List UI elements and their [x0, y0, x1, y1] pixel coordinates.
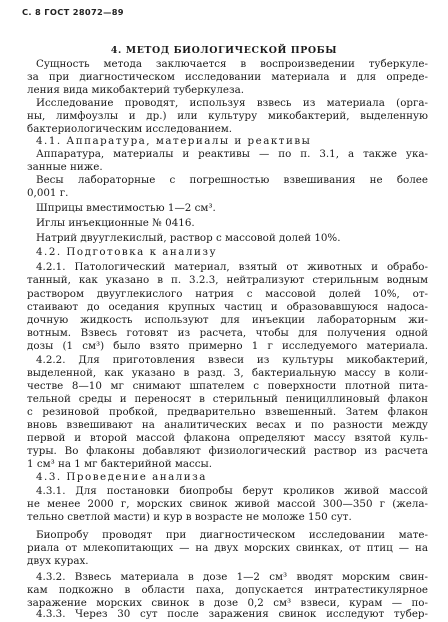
- text-line: стаивают до оседания крупных частиц и образовавшуюся надоса-: [27, 301, 428, 313]
- text-line: двух курах.: [27, 555, 89, 567]
- text-line: 4.3.1. Для постановки биопробы берут кроликов живой массой: [36, 485, 428, 497]
- text-line: Весы лабораторные с погрешностью взвешивания не более: [36, 174, 428, 186]
- text-line: Натрий двууглекислый, раствор с массовой долей 10%.: [36, 232, 341, 244]
- text-line: 4.3.2. Взвесь материала в дозе 1—2 см³ вводят морским свин-: [36, 571, 428, 583]
- text-line: 4.2.2. Для приготовления взвеси из культуры микобактерий,: [36, 354, 428, 366]
- text-line: первой и второй массой флакона определяют массу взятой куль-: [27, 432, 428, 444]
- text-line: танный, как указано в п. 3.2.3, нейтрализуют стерильным водным: [27, 274, 428, 286]
- text-line: Биопробу проводят при диагностическом исследовании мате-: [36, 529, 428, 541]
- text-line: кам подкожно в области паха, допускается интратестикулярное: [27, 584, 428, 596]
- page-header: С. 8 ГОСТ 28072—89: [22, 7, 124, 17]
- text-line: за при диагностическом исследовании материала и для опреде-: [27, 71, 428, 83]
- text-line: честве 8—10 мг снимают шпателем с поверхности плотной пита-: [27, 380, 428, 392]
- text-line: с резиновой пробкой, предварительно взвешенный. Затем флакон: [27, 406, 428, 418]
- text-line: выделенной, как указано в разд. 3, бактериальную массу в коли-: [27, 367, 428, 379]
- text-line: 4.3.3. Через 30 сут после заражения свинок исследуют тубер-: [36, 608, 428, 620]
- text-line: тельно светлой масти) и кур в возрасте не моложе 150 сут.: [27, 511, 352, 523]
- text-line: 1 см³ на 1 мг бактерийной массы.: [27, 458, 213, 470]
- text-line: раствором двууглекислого натрия с массовой долей 10%, от-: [27, 288, 428, 300]
- text-line: бактериологическим исследованием.: [27, 123, 233, 135]
- text-line: занные ниже.: [27, 161, 103, 173]
- text-line: дозы (1 см³) было взято примерно 1 г исследуемого материала.: [27, 340, 428, 352]
- text-line: 4.2. Подготовка к анализу: [36, 246, 218, 258]
- text-line: тельной среды и переносят в стерильный пенициллиновый флакон: [27, 393, 428, 405]
- text-line: вотным. Взвесь готовят из расчета, чтобы для получения одной: [27, 327, 428, 339]
- text-line: дочную жидкость используют для инъекции лабораторным жи-: [27, 314, 428, 326]
- text-line: риала от млекопитающих — на двух морских свинках, от птиц — на: [27, 542, 428, 554]
- text-line: ления вида микобактерий туберкулеза.: [27, 84, 244, 96]
- text-line: 0,001 г.: [27, 187, 69, 199]
- text-line: туры. Во флаконы добавляют физиологический раствор из расчета: [27, 445, 428, 457]
- text-line: 4.1. Аппаратура, материалы и реактивы: [36, 135, 312, 147]
- text-line: не менее 2000 г, морских свинок живой массой 300—350 г (жела-: [27, 498, 428, 510]
- text-line: ны, лимфоузлы и др.) или культуру микобактерий, выделенную: [27, 110, 428, 122]
- text-line: Сущность метода заключается в воспроизведении туберкуле-: [36, 58, 428, 70]
- text-line: 4.2.1. Патологический материал, взятый от животных и обрабо-: [36, 261, 428, 273]
- text-line: заражение морских свинок в дозе 0,2 см³ взвеси, курам — по-: [27, 597, 428, 609]
- text-line: вновь взвешивают на аналитических весах и по разности между: [27, 419, 428, 431]
- text-line: Шприцы вместимостью 1—2 см³.: [36, 202, 216, 214]
- text-line: Аппаратура, материалы и реактивы — по п. 3.1, а также ука-: [36, 148, 428, 160]
- text-line: Исследование проводят, используя взвесь из материала (орга-: [36, 97, 428, 109]
- text-line: Иглы инъекционные № 0416.: [36, 217, 195, 229]
- section-title: 4. МЕТОД БИОЛОГИЧЕСКОЙ ПРОБЫ: [110, 45, 338, 56]
- text-line: 4.3. Проведение анализа: [36, 471, 207, 483]
